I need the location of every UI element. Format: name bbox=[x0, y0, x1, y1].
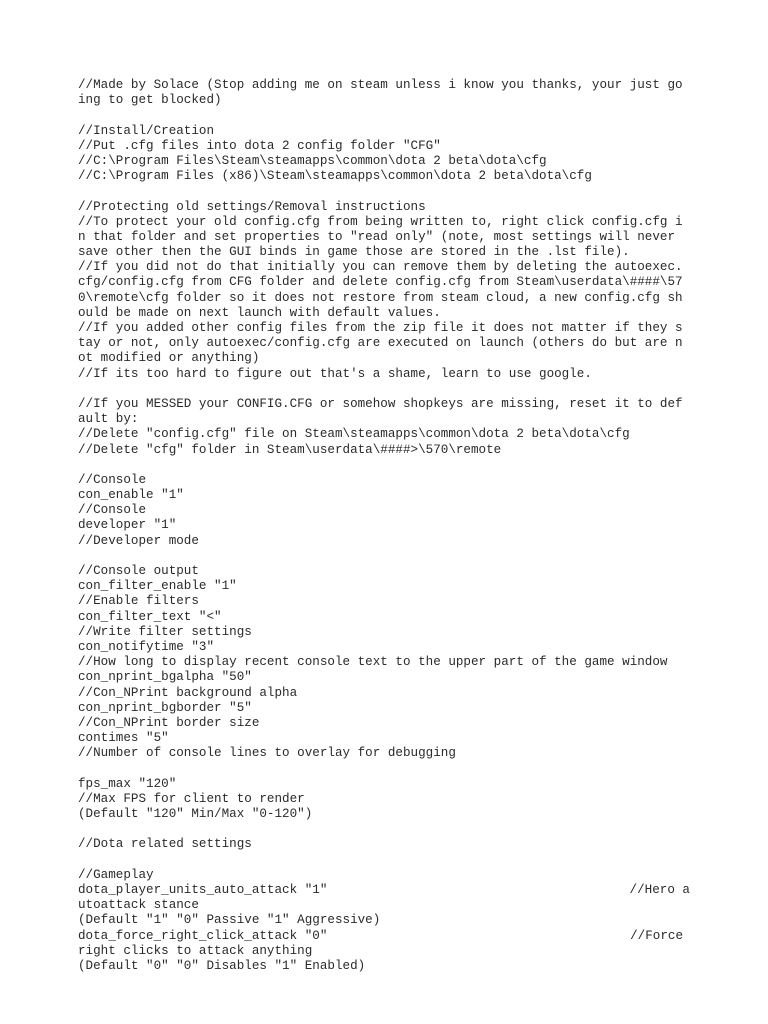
text-line: con_enable "1" bbox=[78, 488, 184, 503]
gameplay-header: //Gameplay bbox=[78, 867, 154, 882]
text-line: ing to get blocked) bbox=[78, 93, 222, 108]
text-line: fps_max "120" bbox=[78, 776, 177, 791]
text-line: ault by: bbox=[78, 412, 139, 427]
text-line: //C:\Program Files (x86)\Steam\steamapps\common\dota 2 beta\dota\cfg bbox=[78, 169, 592, 184]
document-body bbox=[78, 78, 698, 974]
auto-attack-command: dota_player_units_auto_attack "1" bbox=[78, 882, 328, 897]
text-line: //Enable filters bbox=[78, 594, 199, 609]
text-line: //If you MESSED your CONFIG.CFG or somehow shopkeys are missing, reset it to def bbox=[78, 396, 683, 411]
text-line: ot modified or anything) bbox=[78, 351, 260, 366]
protect-block bbox=[78, 200, 698, 382]
text-line: con_filter_text "<" bbox=[78, 609, 222, 624]
console-block bbox=[78, 473, 698, 549]
text-line: //Max FPS for client to render bbox=[78, 791, 305, 806]
auto-attack-default: (Default "1" "0" Passive "1" Aggressive) bbox=[78, 913, 381, 928]
dota-settings-block bbox=[78, 837, 698, 852]
text-line: //If its too hard to figure out that's a shame, learn to use google. bbox=[78, 366, 592, 381]
text-line: con_filter_enable "1" bbox=[78, 579, 237, 594]
text-line: //Console bbox=[78, 503, 147, 518]
text-line: //Install/Creation bbox=[78, 123, 215, 138]
text-line: tay or not, only autoexec/config.cfg are executed on launch (others do but are n bbox=[78, 336, 683, 351]
text-line: //Protecting old settings/Removal instructions bbox=[78, 199, 426, 214]
text-line: //If you did not do that initially you can remove them by deleting the autoexec. bbox=[78, 260, 683, 275]
text-line: //Con_NPrint border size bbox=[78, 715, 260, 730]
text-line: //Put .cfg files into dota 2 config folder "CFG" bbox=[78, 138, 441, 153]
right-click-line bbox=[78, 929, 683, 944]
auto-attack-line bbox=[78, 883, 690, 898]
text-line: //How long to display recent console text to the upper part of the game window bbox=[78, 655, 668, 670]
text-line: //To protect your old config.cfg from being written to, right click config.cfg i bbox=[78, 214, 683, 229]
fps-block bbox=[78, 777, 698, 823]
text-line: //Developer mode bbox=[78, 533, 199, 548]
auto-attack-comment-rest: utoattack stance bbox=[78, 898, 199, 913]
text-line: //Console output bbox=[78, 564, 199, 578]
text-line: //If you added other config files from the zip file it does not matter if they s bbox=[78, 321, 683, 335]
credit-block bbox=[78, 78, 698, 108]
reset-block bbox=[78, 397, 698, 458]
right-click-comment-rest: right clicks to attack anything bbox=[78, 943, 313, 958]
text-line: 0\remote\cfg folder so it does not restore from steam cloud, a new config.cfg sh bbox=[78, 290, 683, 305]
text-line: con_nprint_bgalpha "50" bbox=[78, 670, 252, 685]
text-line: //Write filter settings bbox=[78, 624, 252, 639]
text-line: //Delete "config.cfg" file on Steam\steamapps\common\dota 2 beta\dota\cfg bbox=[78, 427, 630, 442]
text-line: //C:\Program Files\Steam\steamapps\common\dota 2 beta\dota\cfg bbox=[78, 153, 547, 168]
gameplay-block bbox=[78, 868, 698, 974]
text-line: //Number of console lines to overlay for debugging bbox=[78, 746, 456, 761]
auto-attack-comment: //Hero a bbox=[629, 882, 690, 897]
text-line: //Made by Solace (Stop adding me on steam unless i know you thanks, your just go bbox=[78, 78, 683, 92]
text-line: contimes "5" bbox=[78, 731, 169, 746]
right-click-command: dota_force_right_click_attack "0" bbox=[78, 928, 328, 943]
text-line: //Dota related settings bbox=[78, 837, 252, 852]
text-line: //Console bbox=[78, 472, 147, 487]
text-line: (Default "120" Min/Max "0-120") bbox=[78, 807, 313, 821]
text-line: developer "1" bbox=[78, 518, 177, 533]
right-click-comment: //Force bbox=[630, 928, 683, 943]
text-line: con_notifytime "3" bbox=[78, 639, 215, 654]
console-output-block bbox=[78, 564, 698, 761]
text-line: //Delete "cfg" folder in Steam\userdata\####>\570\remote bbox=[78, 442, 502, 457]
install-block bbox=[78, 124, 698, 185]
text-line: save other then the GUI binds in game those are stored in the .lst file). bbox=[78, 245, 630, 260]
text-line: n that folder and set properties to "read only" (note, most settings will never bbox=[78, 229, 676, 244]
text-line: ould be made on next launch with default values. bbox=[78, 305, 441, 320]
text-line: con_nprint_bgborder "5" bbox=[78, 700, 252, 715]
right-click-default: (Default "0" "0" Disables "1" Enabled) bbox=[78, 958, 366, 973]
text-line: cfg/config.cfg from CFG folder and delete config.cfg from Steam\userdata\####\57 bbox=[78, 275, 683, 290]
text-line: //Con_NPrint background alpha bbox=[78, 685, 298, 700]
